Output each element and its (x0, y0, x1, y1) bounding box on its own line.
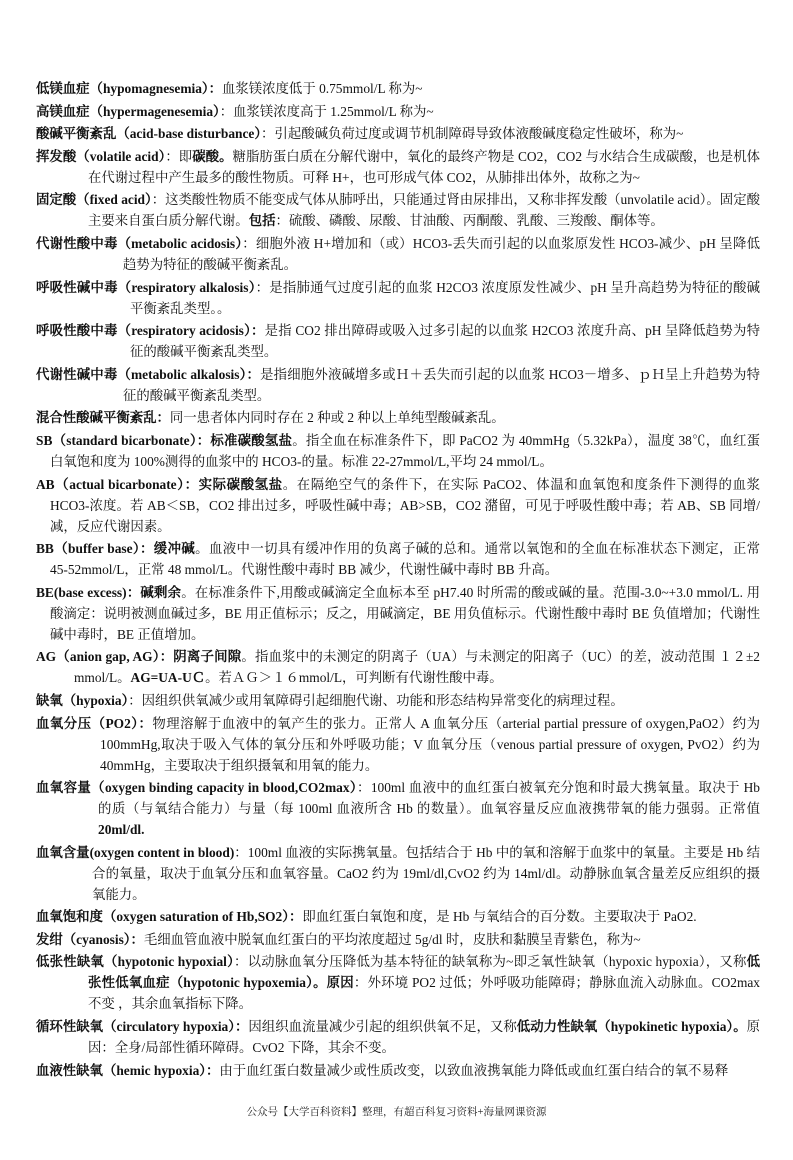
glossary-entry (36, 538, 760, 580)
definition-text: 。若ＡＧ＞１６mmol/L，可判断有代谢性酸中毒。 (205, 670, 503, 686)
definition-text: ：硫酸、磷酸、尿酸、甘油酸、丙酮酸、乳酸、三羧酸、酮体等。 (275, 213, 664, 229)
glossary-entry (36, 364, 760, 406)
glossary-entry (36, 123, 760, 144)
term-heading: 血氧含量(oxygen content in blood) (36, 844, 235, 860)
definition-text: 原因：全身/局部性循环障碍。CvO2 下降，其余不变。 (88, 1019, 761, 1056)
glossary-entry (36, 929, 760, 950)
term-heading: 低镁血症（hypomagnesemia）： (36, 81, 222, 96)
term-heading: 血氧容量（oxygen binding capacity in blood,CO2max） (36, 780, 358, 796)
glossary-entry (36, 146, 760, 188)
definition-text: ：因组织供氧减少或用氧障碍引起细胞代谢、功能和形态结构异常变化的病理过程。 (128, 692, 624, 708)
term-heading: 血氧分压（PO2）： (36, 715, 153, 731)
term-heading: 血液性缺氧（hemic hypoxia）： (36, 1062, 220, 1078)
glossary-entry (36, 646, 760, 688)
definition-text: 即血红蛋白氧饱和度，是 Hb 与氧结合的百分数。主要取决于 PaO2. (302, 909, 697, 925)
glossary-entry (36, 320, 760, 362)
definition-text: 由于血红蛋白数量减少或性质改变，以致血液携氧能力降低或血红蛋白结合的氧不易释 (219, 1062, 729, 1078)
bold-text: 20ml/dl. (98, 822, 145, 838)
term-heading: SB（standard bicarbonate）：标准碳酸氢盐 (36, 432, 293, 448)
definition-text: 。在标准条件下,用酸或碱滴定全血标本至 pH7.40 时所需的酸或碱的量。范围-3.0~+3.0 mmol/L. 用酸滴定：说明被测血碱过多，BE 用正值标示；反之，用碱滴定，BE 用负值标示。代谢性酸中毒时 BE 负值增加；代谢性碱中毒时，BE 正值增加。 (50, 584, 760, 642)
term-heading: BB（buffer base）：缓冲碱 (36, 541, 196, 557)
glossary-entry (36, 233, 760, 275)
definition-text: 。指全血在标准条件下，即 PaCO2 为 40mmHg（5.32kPa），温度 38℃，血红蛋白氧饱和度为 100%测得的血浆中的 HCO3-的量。标准 22-27mmol/L,平均 24 mmol/L。 (50, 432, 761, 469)
page-footer: 公众号【大学百科资料】整理，有超百科复习资料+海量网课资源 (246, 1107, 547, 1119)
definition-text: 血浆镁浓度低于 0.75mmol/L 称为~ (221, 81, 423, 96)
definition-text: 是指 CO2 排出障碍或吸入过多引起的以血浆 H2CO3 浓度升高、pH 呈降低趋势为特征的酸碱平衡紊乱类型。 (130, 323, 761, 360)
glossary-entry (36, 407, 760, 428)
glossary-entry (36, 277, 760, 319)
term-heading: AG（anion gap, AG）：阴离子间隙 (36, 649, 242, 665)
term-heading: BE(base excess)：碱剩余 (36, 584, 182, 600)
definition-text: ：外环境 PO2 过低；外呼吸功能障碍；静脉血流入动脉血。CO2max 不变 ，其余血氧指标下降。 (88, 975, 760, 1012)
glossary-entry (36, 713, 760, 776)
definition-text: 毛细血管血液中脱氧血红蛋白的平均浓度超过 5g/dl 时，皮肤和黏膜呈青紫色，称为~ (143, 931, 641, 947)
bold-text: AG=UA-UＣ (130, 670, 206, 686)
definition-text: ：血浆镁浓度高于 1.25mmol/L 称为~ (219, 103, 434, 119)
document-body (36, 0, 760, 1081)
definition-text: ：是指肺通气过度引起的血浆 H2CO3 浓度原发性减少、pH 呈升高趋势为特征的酸碱平衡紊乱类型。。 (130, 279, 760, 316)
glossary-entry (36, 474, 760, 537)
term-heading: 固定酸（fixed acid） (36, 192, 152, 208)
definition-text: 同一患者体内同时存在 2 种或 2 种以上单纯型酸碱紊乱。 (169, 410, 505, 426)
glossary-entry (36, 906, 760, 927)
term-heading: 发绀（cyanosis）： (36, 931, 144, 947)
term-heading: 呼吸性碱中毒（respiratory alkalosis） (36, 279, 256, 295)
term-heading: 低张性缺氧（hypotonic hypoxial） (36, 954, 234, 970)
definition-text: ：即 (165, 148, 193, 164)
bold-text: 低动力性缺氧（hypokinetic hypoxia）。 (516, 1019, 747, 1035)
term-heading: 代谢性碱中毒（metabolic alkalosis）： (36, 366, 261, 382)
definition-text: ：100ml 血液的实际携氧量。包括结合于 Hb 中的氧和溶解于血浆中的氧量。主要是 Hb 结合的氧量，取决于血氧分压和血氧容量。CaO2 约为 19ml/dl,CvO2 约为 14ml/dl。动静脉血氧含量差反应组织的摄氧能力。 (92, 844, 760, 902)
definition-text: 。血液中一切具有缓冲作用的负离子碱的总和。通常以氧饱和的全血在标准状态下测定，正常 45-52mmol/L，正常 48 mmol/L。代谢性酸中毒时 BB 减少，代谢性碱中毒时 BB 升高。 (50, 541, 761, 578)
definition-text: 。指血浆中的未测定的阴离子（UA）与未测定的阳离子（UC）的差，波动范围 １２±2 mmol/L。 (74, 649, 760, 686)
glossary-entry (36, 1060, 760, 1081)
definition-text: ：这类酸性物质不能变成气体从肺呼出，只能通过肾由尿排出，又称非挥发酸（unvolatile acid）。固定酸主要来自蛋白质分解代谢。 (88, 192, 760, 229)
definition-text: 糖脂肪蛋白质在分解代谢中，氧化的最终产物是 CO2，CO2 与水结合生成碳酸，也是机体在代谢过程中产生最多的酸性物质。可释 H+，也可形成气体 CO2，从肺排出体外，故称之为~ (88, 148, 761, 185)
glossary-entry (36, 1016, 760, 1058)
term-heading: 高镁血症（hypermagenesemia） (36, 103, 220, 119)
bold-text: 碳酸。 (192, 148, 233, 164)
definition-text: 因组织血流量减少引起的组织供氧不足，又称 (248, 1019, 517, 1035)
term-heading: 呼吸性酸中毒（respiratory acidosis）： (36, 323, 265, 339)
glossary-entry (36, 777, 760, 840)
term-heading: 酸碱平衡紊乱（acid-base disturbance） (36, 126, 262, 142)
glossary-entry (36, 842, 760, 905)
definition-text: 物理溶解于血液中的氧产生的张力。正常人 A 血氧分压（arterial partial pressure of oxygen,PaO2）约为 100mmHg,取决于吸入气体的氧分压和外呼吸功能；V 血氧分压（venous partial pressure of oxygen, PvO2）约为 40mmHg，主要取决于组织摄氧和用氧的能力。 (100, 715, 760, 773)
definition-text: ：100ml 血液中的血红蛋白被氧充分饱和时最大携氧量。取决于 Hb 的质（与氧结合能力）与量（每 100ml 血液所含 Hb 的数量）。血氧容量反应血液携带氧的能力强弱。正常值 (98, 780, 761, 817)
definition-text: ：引起酸碱负荷过度或调节机制障碍导致体液酸碱度稳定性破坏，称为~ (261, 126, 684, 142)
term-heading: 血氧饱和度（oxygen saturation of Hb,SO2）： (36, 909, 303, 925)
term-heading: 循环性缺氧（circulatory hypoxia）： (36, 1019, 249, 1035)
definition-text: 。在隔绝空气的条件下，在实际 PaCO2、体温和血氧饱和度条件下测得的血浆 HCO3-浓度。若 AB＜SB，CO2 排出过多，呼吸性碱中毒；AB>SB，CO2 潴留，可见于呼吸性酸中毒；若 AB、SB 同增/减，反应代谢因素。 (50, 476, 760, 534)
bold-text: 低张性低氧血症（hypotonic hypoxemia）。原因 (88, 954, 760, 991)
glossary-entry (36, 951, 760, 1014)
glossary-entry (36, 582, 760, 645)
definition-text: ：细胞外液 H+增加和（或）HCO3-丢失而引起的以血浆原发性 HCO3-减少、pH 呈降低趋势为特征的酸碱平衡紊乱。 (123, 235, 761, 272)
glossary-entry (36, 430, 760, 472)
term-heading: AB（actual bicarbonate）：实际碳酸氢盐 (36, 476, 283, 492)
glossary-entry (36, 690, 760, 711)
term-heading: 挥发酸（volatile acid） (36, 148, 166, 164)
term-heading: 缺氧（hypoxia） (36, 692, 129, 708)
definition-text: ：以动脉血氧分压降低为基本特征的缺氧称为~即乏氧性缺氧（hypoxic hypoxia），又称 (234, 954, 747, 970)
term-heading: 代谢性酸中毒（metabolic acidosis） (36, 235, 243, 251)
glossary-entry (36, 78, 760, 99)
term-heading: 混合性酸碱平衡紊乱： (36, 410, 170, 426)
glossary-entry (36, 101, 760, 122)
bold-text: 包括 (248, 213, 276, 229)
definition-text: 是指细胞外液碱增多或Ｈ＋丢失而引起的以血浆 HCO3－增多、ｐＨ呈上升趋势为特征的酸碱平衡紊乱类型。 (123, 366, 761, 403)
glossary-entry (36, 189, 760, 231)
